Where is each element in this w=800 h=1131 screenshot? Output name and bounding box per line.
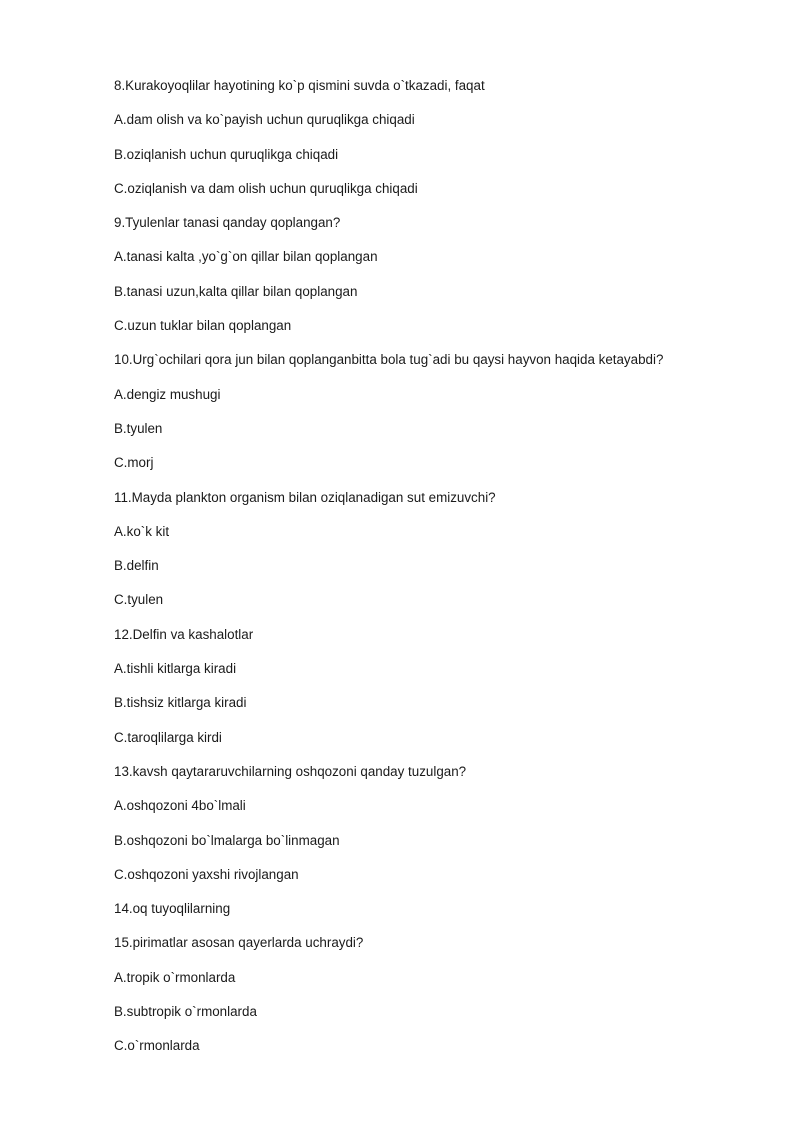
answer-13b: B.oshqozoni bo`lmalarga bo`linmagan	[114, 832, 340, 848]
answer-8c: C.oziqlanish va dam olish uchun quruqlikga chiqadi	[114, 180, 418, 196]
answer-9c: C.uzun tuklar bilan qoplangan	[114, 318, 292, 334]
answer-9a: A.tanasi kalta ,yo`g`on qillar bilan qoplangan	[114, 249, 378, 265]
answer-15c: C.o`rmonlarda	[114, 1038, 200, 1054]
answer-10c: C.morj	[114, 455, 154, 471]
question-10: 10.Urg`ochilari qora jun bilan qoplanganbitta bola tug`adi bu qaysi hayvon haqida ketayabdi?	[114, 352, 664, 368]
answer-12b: B.tishsiz kitlarga kiradi	[114, 695, 247, 711]
answer-10a: A.dengiz mushugi	[114, 386, 221, 402]
answer-10b: B.tyulen	[114, 420, 163, 436]
answer-11c: C.tyulen	[114, 592, 164, 608]
answer-13c: C.oshqozoni yaxshi rivojlangan	[114, 866, 299, 882]
answer-11b: B.delfin	[114, 558, 159, 574]
answer-9b: B.tanasi uzun,kalta qillar bilan qoplangan	[114, 283, 358, 299]
question-15: 15.pirimatlar asosan qayerlarda uchraydi?	[114, 935, 364, 951]
answer-12a: A.tishli kitlarga kiradi	[114, 661, 237, 677]
answer-15a: A.tropik o`rmonlarda	[114, 969, 236, 985]
answer-12c: C.taroqlilarga kirdi	[114, 729, 222, 745]
answer-11a: A.ko`k kit	[114, 523, 170, 539]
answer-8a: A.dam olish va ko`payish uchun quruqlikga chiqadi	[114, 112, 415, 128]
question-13: 13.kavsh qaytararuvchilarning oshqozoni qanday tuzulgan?	[114, 763, 467, 779]
question-9: 9.Tyulenlar tanasi qanday qoplangan?	[114, 215, 341, 231]
question-8: 8.Kurakoyoqlilar hayotining ko`p qismini suvda o`tkazadi, faqat	[114, 78, 485, 93]
question-12: 12.Delfin va kashalotlar	[114, 626, 254, 642]
question-14: 14.oq tuyoqlilarning	[114, 901, 231, 917]
answer-15b: B.subtropik o`rmonlarda	[114, 1004, 257, 1020]
question-list	[114, 76, 774, 1071]
answer-13a: A.oshqozoni 4bo`lmali	[114, 798, 246, 814]
answer-8b: B.oziqlanish uchun quruqlikga chiqadi	[114, 146, 339, 162]
question-11: 11.Mayda plankton organism bilan oziqlanadigan sut emizuvchi?	[114, 489, 496, 505]
